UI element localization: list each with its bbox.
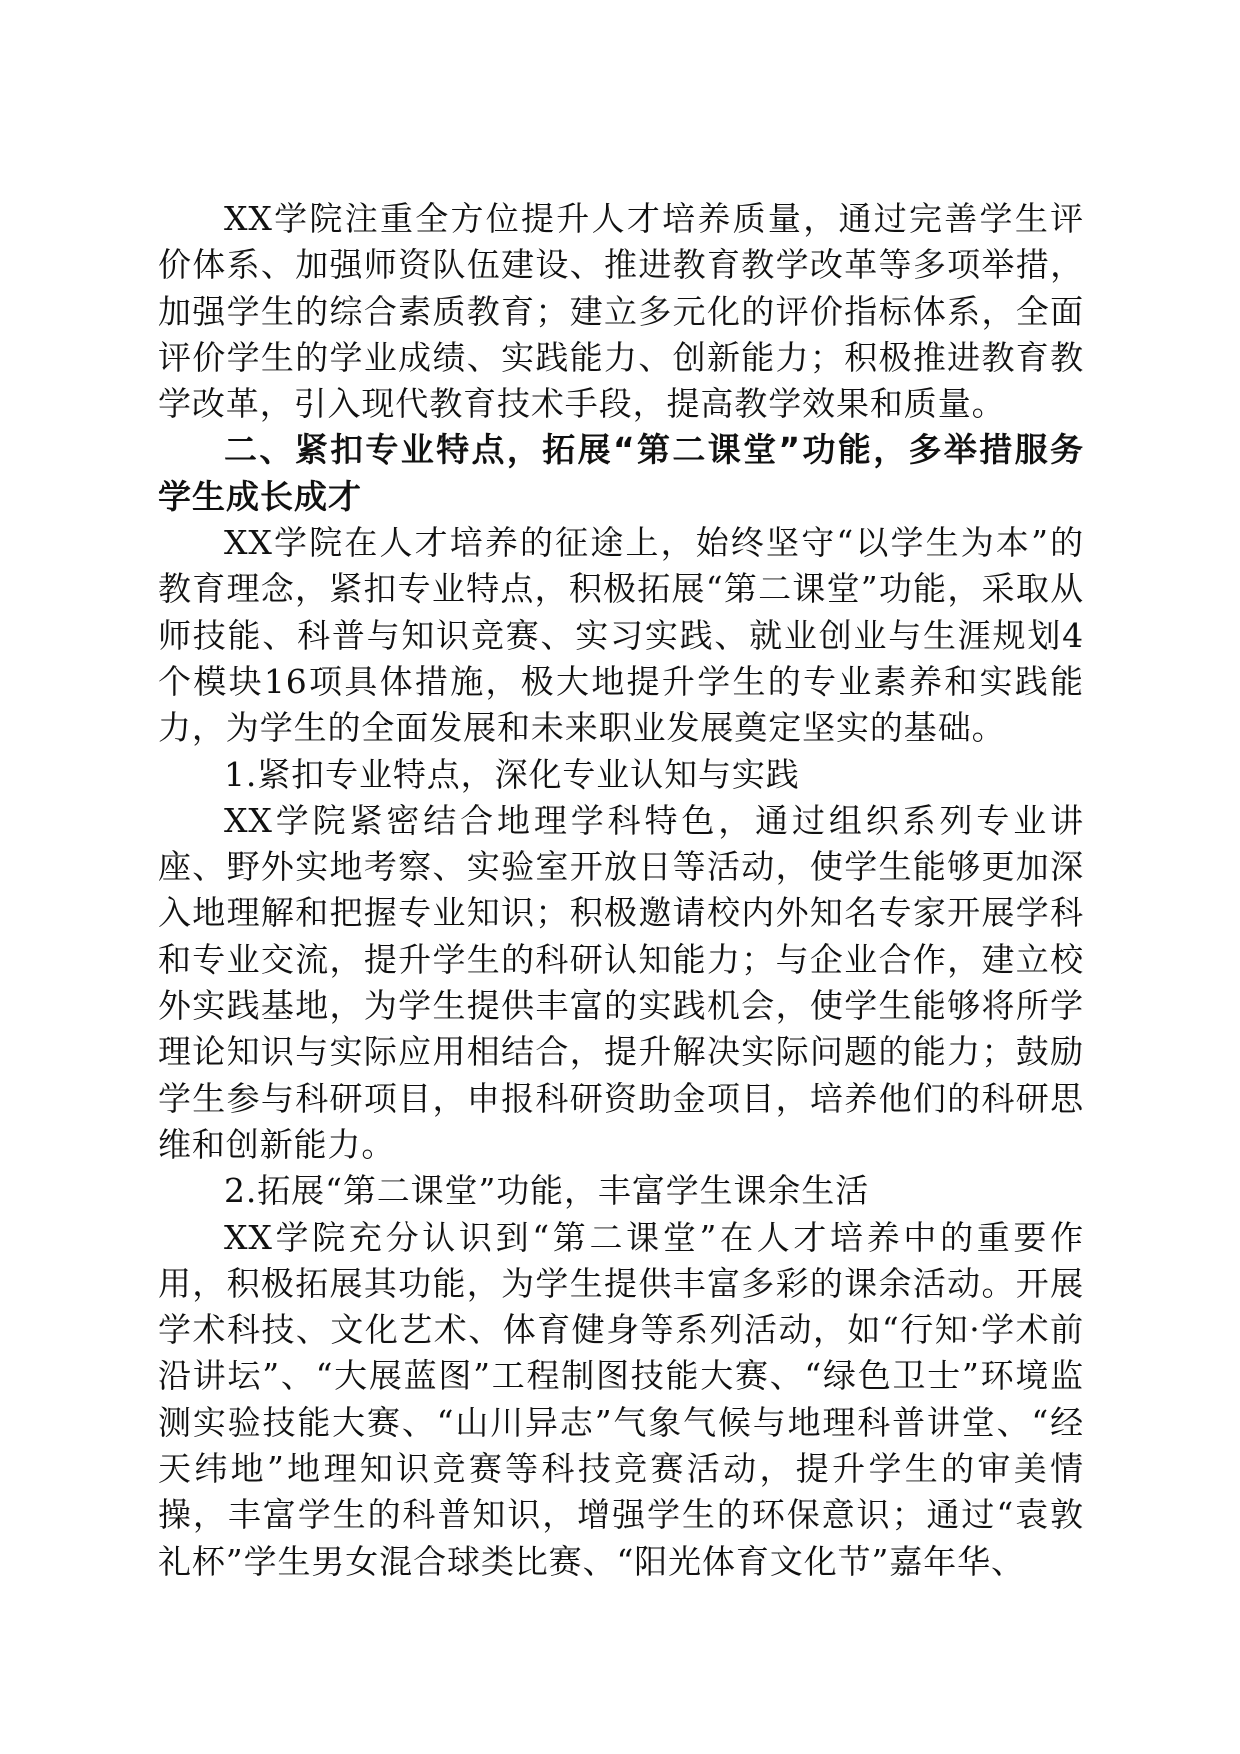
document-page bbox=[158, 196, 1084, 1585]
paragraph-extracurricular-activities: XX学院充分认识到“第二课堂”在人才培养中的重要作用，积极拓展其功能，为学生提供丰富多彩的课余活动。开展学术科技、文化艺术、体育健身等系列活动，如“行知·学术前沿讲坛”、“大展蓝图”工程制图技能大赛、“绿色卫士”环境监测实验技能大赛、“山川异志”气象气候与地理科普讲堂、“经天纬地”地理知识竞赛等科技竞赛活动，提升学生的审美情操，丰富学生的科普知识，增强学生的环保意识；通过“袁敦礼杯”学生男女混合球类比赛、“阳光体育文化节”嘉年华、 bbox=[158, 1217, 1084, 1581]
paragraph-quality-improvement: XX学院注重全方位提升人才培养质量，通过完善学生评价体系、加强师资队伍建设、推进教育教学改革等多项举措，加强学生的综合素质教育；建立多元化的评价指标体系，全面评价学生的学业成绩、实践能力、创新能力；积极推进教育教学改革，引入现代教育技术手段，提高教学效果和质量。 bbox=[158, 199, 1084, 424]
section-heading-2: 二、紧扣专业特点，拓展“第二课堂”功能，多举措服务学生成长成才 bbox=[158, 430, 1084, 516]
subheading-2-1: 1.紧扣专业特点，深化专业认知与实践 bbox=[224, 754, 800, 794]
paragraph-professional-practice: XX学院紧密结合地理学科特色，通过组织系列专业讲座、野外实地考察、实验室开放日等活动，使学生能够更加深入地理解和把握专业知识；积极邀请校内外知名专家开展学科和专业交流，提升学生的科研认知能力；与企业合作，建立校外实践基地，为学生提供丰富的实践机会，使学生能够将所学理论知识与实际应用相结合，提升解决实际问题的能力；鼓励学生参与科研项目，申报科研资助金项目，培养他们的科研思维和创新能力。 bbox=[158, 800, 1084, 1164]
subheading-2-2: 2.拓展“第二课堂”功能，丰富学生课余生活 bbox=[224, 1171, 870, 1211]
paragraph-second-classroom-intro: XX学院在人才培养的征途上，始终坚守“以学生为本”的教育理念，紧扣专业特点，积极拓展“第二课堂”功能，采取从师技能、科普与知识竞赛、实习实践、就业创业与生涯规划4个模块16项具体措施，极大地提升学生的专业素养和实践能力，为学生的全面发展和未来职业发展奠定坚实的基础。 bbox=[158, 523, 1084, 748]
